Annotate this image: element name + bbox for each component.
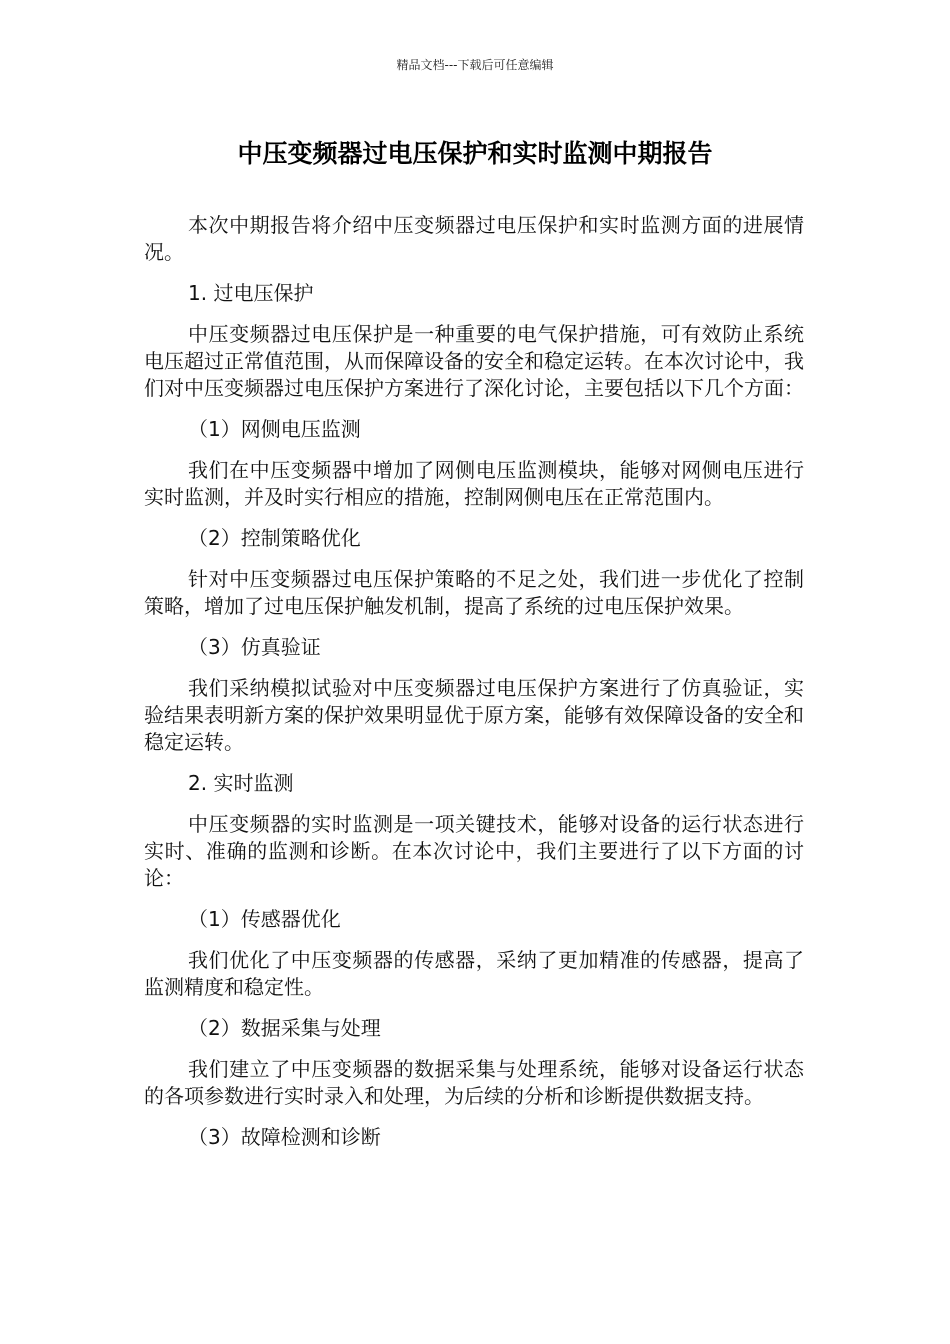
section-paragraph: 中压变频器的实时监测是一项关键技术，能够对设备的运行状态进行实时、准确的监测和诊断。在本次讨论中，我们主要进行了以下方面的讨论： <box>144 812 804 890</box>
subsection-heading: （2）控制策略优化 <box>188 526 361 550</box>
subsection-paragraph: 我们采纳模拟试验对中压变频器过电压保护方案进行了仿真验证，实验结果表明新方案的保护效果明显优于原方案，能够有效保障设备的安全和稳定运转。 <box>144 676 804 754</box>
subsection-paragraph: 我们在中压变频器中增加了网侧电压监测模块，能够对网侧电压进行实时监测，并及时实行相应的措施，控制网侧电压在正常范围内。 <box>144 458 804 509</box>
section-paragraph: 中压变频器过电压保护是一种重要的电气保护措施，可有效防止系统电压超过正常值范围，从而保障设备的安全和稳定运转。在本次讨论中，我们对中压变频器过电压保护方案进行了深化讨论，主要包括以下几个方面： <box>144 322 804 400</box>
subsection-heading: （1）传感器优化 <box>188 907 341 931</box>
subsection-heading: （3）仿真验证 <box>188 635 321 659</box>
subsection-paragraph: 我们建立了中压变频器的数据采集与处理系统，能够对设备运行状态的各项参数进行实时录入和处理，为后续的分析和诊断提供数据支持。 <box>144 1057 804 1108</box>
subsection-paragraph: 我们优化了中压变频器的传感器，采纳了更加精准的传感器，提高了监测精度和稳定性。 <box>144 948 804 999</box>
intro-paragraph: 本次中期报告将介绍中压变频器过电压保护和实时监测方面的进展情况。 <box>144 213 804 264</box>
page-header: 精品文档---下载后可任意编辑 <box>396 58 554 72</box>
section-heading-overvoltage: 1. 过电压保护 <box>188 281 314 305</box>
section-heading-monitoring: 2. 实时监测 <box>188 771 294 795</box>
subsection-heading: （3）故障检测和诊断 <box>188 1125 381 1149</box>
document-body <box>144 212 804 1165</box>
subsection-heading: （2）数据采集与处理 <box>188 1016 381 1040</box>
subsection-paragraph: 针对中压变频器过电压保护策略的不足之处，我们进一步优化了控制策略，增加了过电压保护触发机制，提高了系统的过电压保护效果。 <box>144 567 804 618</box>
document-title: 中压变频器过电压保护和实时监测中期报告 <box>237 139 713 168</box>
subsection-heading: （1）网侧电压监测 <box>188 417 361 441</box>
